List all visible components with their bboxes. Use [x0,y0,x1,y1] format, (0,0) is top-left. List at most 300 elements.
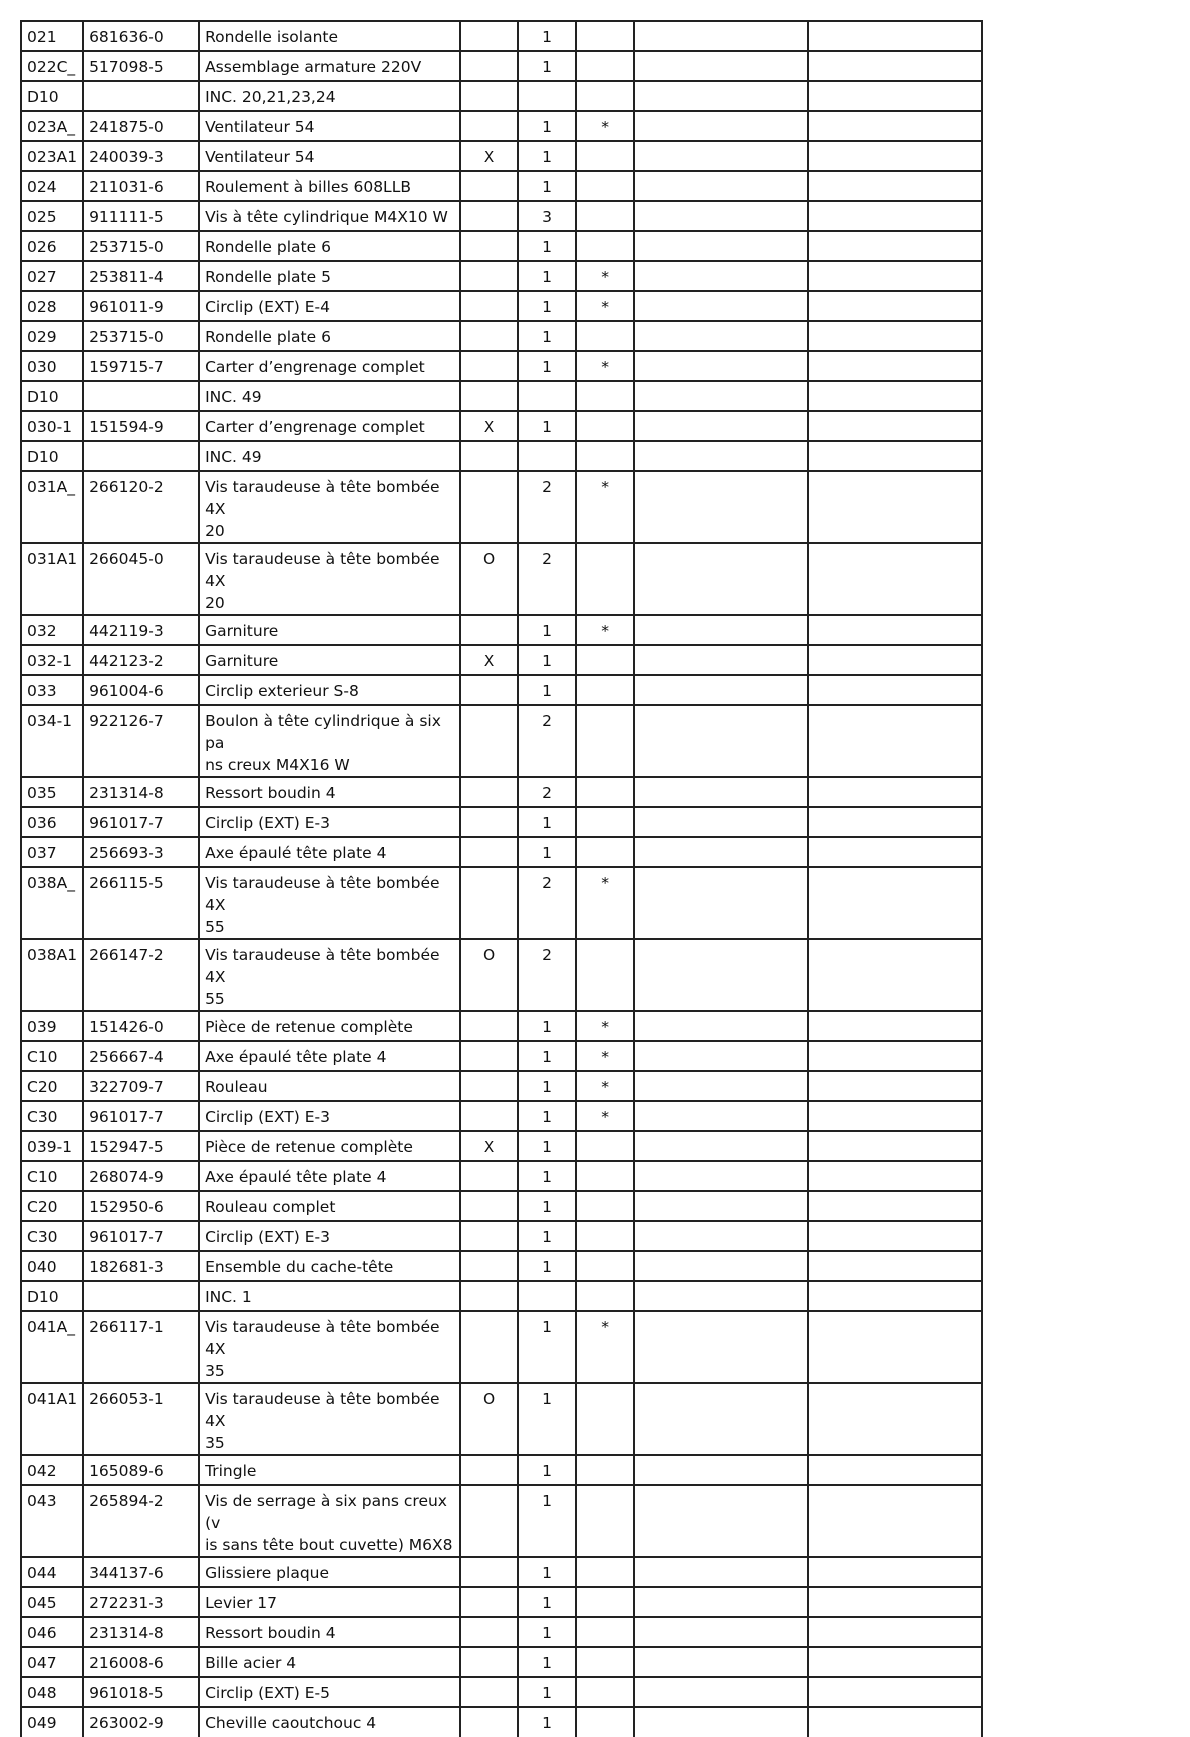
extra-column-2-cell [808,867,982,939]
option-mark-cell [460,705,518,777]
extra-column-2-cell [808,675,982,705]
table-row [21,939,982,1011]
part-number-cell: 911111-5 [83,201,199,231]
note-mark-cell [576,411,634,441]
table-row [21,1191,982,1221]
item-number-cell: 030 [21,351,83,381]
extra-column-1-cell [634,1557,808,1587]
note-mark-cell [576,675,634,705]
item-number-cell: 032 [21,615,83,645]
extra-column-2-cell [808,381,982,411]
description-cell: Ventilateur 54 [199,111,460,141]
extra-column-2-cell [808,1557,982,1587]
part-number-cell: 266045-0 [83,543,199,615]
extra-column-2-cell [808,1587,982,1617]
extra-column-2-cell [808,1011,982,1041]
quantity-cell: 1 [518,675,576,705]
part-number-cell: 263002-9 [83,1707,199,1737]
extra-column-1-cell [634,1383,808,1455]
extra-column-1-cell [634,51,808,81]
note-mark-cell: * [576,867,634,939]
table-row [21,51,982,81]
table-row [21,645,982,675]
quantity-cell: 1 [518,1455,576,1485]
part-number-cell: 182681-3 [83,1251,199,1281]
description-cell: Garniture [199,645,460,675]
table-row [21,201,982,231]
option-mark-cell [460,675,518,705]
description-cell: Ventilateur 54 [199,141,460,171]
item-number-cell: 043 [21,1485,83,1557]
note-mark-cell [576,441,634,471]
table-row [21,441,982,471]
table-row [21,1647,982,1677]
extra-column-2-cell [808,1071,982,1101]
option-mark-cell [460,615,518,645]
extra-column-1-cell [634,1647,808,1677]
note-mark-cell [576,1647,634,1677]
item-number-cell: C20 [21,1071,83,1101]
item-number-cell: 039 [21,1011,83,1041]
note-mark-cell [576,1251,634,1281]
item-number-cell: 041A_ [21,1311,83,1383]
part-number-cell: 681636-0 [83,21,199,51]
description-cell: Vis taraudeuse à tête bombée 4X 20 [199,543,460,615]
item-number-cell: C30 [21,1221,83,1251]
description-cell: Vis taraudeuse à tête bombée 4X 35 [199,1383,460,1455]
option-mark-cell: X [460,411,518,441]
table-row [21,351,982,381]
item-number-cell: 021 [21,21,83,51]
option-mark-cell [460,777,518,807]
table-row [21,675,982,705]
item-number-cell: 034-1 [21,705,83,777]
part-number-cell: 266053-1 [83,1383,199,1455]
extra-column-1-cell [634,441,808,471]
quantity-cell: 2 [518,867,576,939]
option-mark-cell [460,201,518,231]
extra-column-2-cell [808,1707,982,1737]
extra-column-2-cell [808,471,982,543]
extra-column-2-cell [808,291,982,321]
part-number-cell [83,1281,199,1311]
part-number-cell: 216008-6 [83,1647,199,1677]
item-number-cell: 046 [21,1617,83,1647]
description-cell: Carter d’engrenage complet [199,411,460,441]
table-row [21,1281,982,1311]
option-mark-cell [460,1311,518,1383]
extra-column-2-cell [808,141,982,171]
option-mark-cell [460,1041,518,1071]
note-mark-cell [576,1485,634,1557]
extra-column-2-cell [808,201,982,231]
part-number-cell: 152947-5 [83,1131,199,1161]
extra-column-1-cell [634,1191,808,1221]
item-number-cell: 023A1 [21,141,83,171]
description-cell: Ressort boudin 4 [199,1617,460,1647]
note-mark-cell [576,543,634,615]
option-mark-cell [460,261,518,291]
part-number-cell: 266147-2 [83,939,199,1011]
option-mark-cell [460,1071,518,1101]
extra-column-2-cell [808,231,982,261]
quantity-cell: 1 [518,51,576,81]
description-cell: Pièce de retenue complète [199,1011,460,1041]
quantity-cell: 1 [518,1191,576,1221]
description-cell: Circlip (EXT) E-3 [199,807,460,837]
extra-column-1-cell [634,1281,808,1311]
parts-table-body [21,21,982,1737]
option-mark-cell [460,1677,518,1707]
item-number-cell: 037 [21,837,83,867]
item-number-cell: C10 [21,1161,83,1191]
description-cell: Axe épaulé tête plate 4 [199,1041,460,1071]
extra-column-1-cell [634,21,808,51]
option-mark-cell [460,1281,518,1311]
part-number-cell: 961017-7 [83,807,199,837]
option-mark-cell [460,291,518,321]
description-cell: INC. 49 [199,381,460,411]
note-mark-cell [576,1677,634,1707]
quantity-cell: 1 [518,1101,576,1131]
part-number-cell: 268074-9 [83,1161,199,1191]
note-mark-cell: * [576,261,634,291]
item-number-cell: 027 [21,261,83,291]
description-cell: Rouleau [199,1071,460,1101]
extra-column-2-cell [808,1191,982,1221]
note-mark-cell [576,645,634,675]
extra-column-2-cell [808,1161,982,1191]
description-cell: Rondelle isolante [199,21,460,51]
description-cell: Axe épaulé tête plate 4 [199,837,460,867]
extra-column-1-cell [634,1041,808,1071]
item-number-cell: D10 [21,441,83,471]
quantity-cell: 1 [518,1485,576,1557]
item-number-cell: 042 [21,1455,83,1485]
part-number-cell [83,81,199,111]
extra-column-1-cell [634,645,808,675]
extra-column-2-cell [808,351,982,381]
note-mark-cell: * [576,351,634,381]
extra-column-1-cell [634,1677,808,1707]
table-row [21,171,982,201]
option-mark-cell [460,1707,518,1737]
option-mark-cell [460,1221,518,1251]
part-number-cell: 266117-1 [83,1311,199,1383]
quantity-cell: 1 [518,1041,576,1071]
note-mark-cell [576,141,634,171]
table-row [21,1041,982,1071]
extra-column-1-cell [634,1131,808,1161]
item-number-cell: 030-1 [21,411,83,441]
quantity-cell: 1 [518,1647,576,1677]
note-mark-cell: * [576,1011,634,1041]
quantity-cell: 1 [518,171,576,201]
quantity-cell: 2 [518,777,576,807]
option-mark-cell [460,321,518,351]
extra-column-2-cell [808,321,982,351]
note-mark-cell: * [576,1101,634,1131]
option-mark-cell [460,867,518,939]
part-number-cell: 231314-8 [83,777,199,807]
table-row [21,1485,982,1557]
item-number-cell: 048 [21,1677,83,1707]
table-row [21,381,982,411]
quantity-cell: 1 [518,1617,576,1647]
extra-column-1-cell [634,867,808,939]
table-row [21,1131,982,1161]
table-row [21,111,982,141]
description-cell: Bille acier 4 [199,1647,460,1677]
note-mark-cell: * [576,615,634,645]
extra-column-1-cell [634,351,808,381]
note-mark-cell: * [576,471,634,543]
part-number-cell: 152950-6 [83,1191,199,1221]
note-mark-cell [576,171,634,201]
quantity-cell: 1 [518,615,576,645]
item-number-cell: C30 [21,1101,83,1131]
item-number-cell: 031A_ [21,471,83,543]
note-mark-cell [576,705,634,777]
item-number-cell: D10 [21,1281,83,1311]
note-mark-cell [576,1707,634,1737]
description-cell: Levier 17 [199,1587,460,1617]
description-cell: Circlip (EXT) E-3 [199,1101,460,1131]
note-mark-cell [576,381,634,411]
extra-column-2-cell [808,705,982,777]
extra-column-2-cell [808,1617,982,1647]
item-number-cell: 047 [21,1647,83,1677]
extra-column-1-cell [634,291,808,321]
item-number-cell: 031A1 [21,543,83,615]
note-mark-cell [576,939,634,1011]
note-mark-cell [576,1281,634,1311]
table-row [21,1617,982,1647]
note-mark-cell [576,21,634,51]
part-number-cell: 442119-3 [83,615,199,645]
note-mark-cell: * [576,1071,634,1101]
extra-column-2-cell [808,1383,982,1455]
extra-column-1-cell [634,675,808,705]
option-mark-cell [460,1587,518,1617]
note-mark-cell [576,201,634,231]
extra-column-2-cell [808,837,982,867]
extra-column-1-cell [634,777,808,807]
note-mark-cell: * [576,291,634,321]
extra-column-1-cell [634,615,808,645]
extra-column-1-cell [634,1485,808,1557]
quantity-cell: 1 [518,231,576,261]
description-cell: Rondelle plate 6 [199,231,460,261]
extra-column-1-cell [634,1455,808,1485]
extra-column-2-cell [808,1455,982,1485]
quantity-cell: 1 [518,1131,576,1161]
part-number-cell: 961017-7 [83,1221,199,1251]
quantity-cell: 2 [518,543,576,615]
table-row [21,411,982,441]
quantity-cell [518,81,576,111]
quantity-cell: 1 [518,291,576,321]
item-number-cell: 024 [21,171,83,201]
extra-column-1-cell [634,171,808,201]
quantity-cell: 1 [518,1161,576,1191]
option-mark-cell [460,231,518,261]
part-number-cell: 442123-2 [83,645,199,675]
parts-table [20,20,983,1737]
option-mark-cell [460,1485,518,1557]
description-cell: INC. 20,21,23,24 [199,81,460,111]
option-mark-cell: X [460,141,518,171]
option-mark-cell [460,111,518,141]
extra-column-2-cell [808,111,982,141]
note-mark-cell [576,1617,634,1647]
part-number-cell: 211031-6 [83,171,199,201]
extra-column-2-cell [808,411,982,441]
quantity-cell: 1 [518,1557,576,1587]
part-number-cell [83,441,199,471]
item-number-cell: C20 [21,1191,83,1221]
extra-column-1-cell [634,1011,808,1041]
note-mark-cell [576,1131,634,1161]
option-mark-cell [460,807,518,837]
table-row [21,867,982,939]
quantity-cell: 1 [518,1587,576,1617]
table-row [21,321,982,351]
quantity-cell: 1 [518,21,576,51]
part-number-cell: 266120-2 [83,471,199,543]
extra-column-2-cell [808,21,982,51]
extra-column-2-cell [808,261,982,291]
item-number-cell: 038A_ [21,867,83,939]
table-row [21,141,982,171]
extra-column-2-cell [808,441,982,471]
quantity-cell: 1 [518,837,576,867]
quantity-cell: 1 [518,1707,576,1737]
extra-column-2-cell [808,1251,982,1281]
option-mark-cell [460,351,518,381]
option-mark-cell [460,1617,518,1647]
table-row [21,1161,982,1191]
extra-column-1-cell [634,261,808,291]
quantity-cell: 1 [518,1011,576,1041]
extra-column-2-cell [808,1647,982,1677]
description-cell: Rouleau complet [199,1191,460,1221]
description-cell: Circlip exterieur S-8 [199,675,460,705]
item-number-cell: 033 [21,675,83,705]
description-cell: Ressort boudin 4 [199,777,460,807]
extra-column-1-cell [634,1101,808,1131]
description-cell: Carter d’engrenage complet [199,351,460,381]
extra-column-2-cell [808,1221,982,1251]
table-row [21,1383,982,1455]
option-mark-cell [460,1455,518,1485]
part-number-cell: 151594-9 [83,411,199,441]
option-mark-cell [460,441,518,471]
option-mark-cell: O [460,1383,518,1455]
table-row [21,1557,982,1587]
table-row [21,807,982,837]
item-number-cell: 032-1 [21,645,83,675]
extra-column-1-cell [634,201,808,231]
extra-column-2-cell [808,939,982,1011]
description-cell: Rondelle plate 5 [199,261,460,291]
option-mark-cell: X [460,645,518,675]
extra-column-1-cell [634,231,808,261]
quantity-cell: 1 [518,111,576,141]
option-mark-cell [460,171,518,201]
extra-column-1-cell [634,1617,808,1647]
table-row [21,81,982,111]
extra-column-2-cell [808,1485,982,1557]
note-mark-cell [576,777,634,807]
part-number-cell: 231314-8 [83,1617,199,1647]
option-mark-cell [460,1011,518,1041]
part-number-cell: 240039-3 [83,141,199,171]
part-number-cell [83,381,199,411]
note-mark-cell [576,1161,634,1191]
note-mark-cell [576,1455,634,1485]
description-cell: Pièce de retenue complète [199,1131,460,1161]
description-cell: Vis taraudeuse à tête bombée 4X 55 [199,867,460,939]
quantity-cell: 1 [518,321,576,351]
part-number-cell: 922126-7 [83,705,199,777]
table-row [21,777,982,807]
table-row [21,837,982,867]
part-number-cell: 256667-4 [83,1041,199,1071]
note-mark-cell [576,81,634,111]
item-number-cell: D10 [21,81,83,111]
option-mark-cell [460,471,518,543]
extra-column-1-cell [634,111,808,141]
description-cell: Ensemble du cache-tête [199,1251,460,1281]
table-row [21,1677,982,1707]
part-number-cell: 151426-0 [83,1011,199,1041]
table-row [21,1455,982,1485]
extra-column-1-cell [634,1251,808,1281]
extra-column-2-cell [808,1101,982,1131]
option-mark-cell [460,81,518,111]
extra-column-2-cell [808,81,982,111]
item-number-cell: 022C_ [21,51,83,81]
option-mark-cell [460,51,518,81]
description-cell: Circlip (EXT) E-5 [199,1677,460,1707]
extra-column-2-cell [808,51,982,81]
item-number-cell: 039-1 [21,1131,83,1161]
item-number-cell: 036 [21,807,83,837]
note-mark-cell: * [576,111,634,141]
quantity-cell: 1 [518,1311,576,1383]
item-number-cell: 029 [21,321,83,351]
extra-column-2-cell [808,1311,982,1383]
item-number-cell: 049 [21,1707,83,1737]
part-number-cell: 256693-3 [83,837,199,867]
description-cell: Garniture [199,615,460,645]
quantity-cell: 1 [518,1071,576,1101]
extra-column-1-cell [634,81,808,111]
part-number-cell: 322709-7 [83,1071,199,1101]
extra-column-2-cell [808,543,982,615]
description-cell: INC. 49 [199,441,460,471]
quantity-cell [518,441,576,471]
quantity-cell: 1 [518,261,576,291]
option-mark-cell: X [460,1131,518,1161]
extra-column-2-cell [808,171,982,201]
part-number-cell: 241875-0 [83,111,199,141]
table-row [21,471,982,543]
table-row [21,1101,982,1131]
quantity-cell [518,1281,576,1311]
extra-column-1-cell [634,1707,808,1737]
